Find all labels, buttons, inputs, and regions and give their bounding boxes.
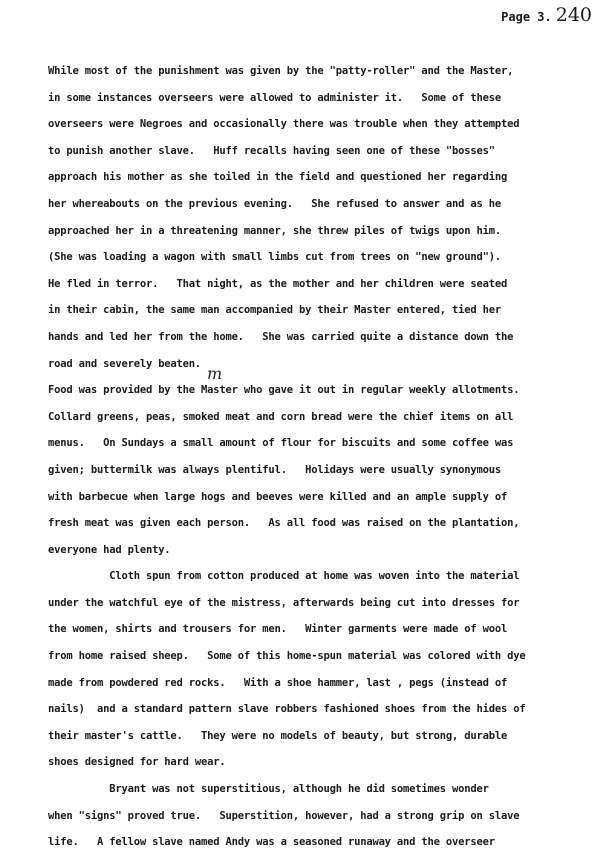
text-line: approach his mother as she toiled in the field and questioned her regarding — [48, 171, 508, 184]
handwritten-correction: m — [207, 364, 223, 383]
text-line: (She was loading a wagon with small limbs cut from trees on "new ground"). — [48, 251, 501, 264]
text-line: from home raised sheep. Some of this home-spun material was colored with dye — [48, 650, 526, 663]
text-line: their master's cattle. They were no models of beauty, but strong, durable — [48, 729, 508, 742]
text-line: approached her in a threatening manner, she threw piles of twigs upon him. — [48, 224, 501, 237]
text-line: fresh meat was given each person. As all food was raised on the plantation, — [48, 517, 520, 530]
handwritten-page-number: 240 — [555, 4, 592, 26]
text-line: in their cabin, the same man accompanied by their Master entered, tied her — [48, 304, 501, 317]
text-line: shoes designed for hard wear. — [48, 756, 226, 769]
text-line: nails) and a standard pattern slave robbers fashioned shoes from the hides of — [48, 703, 526, 716]
text-line: made from powdered red rocks. With a shoe hammer, last , pegs (instead of — [48, 676, 508, 689]
text-line: Cloth spun from cotton produced at home was woven into the material — [48, 570, 520, 583]
text-line: Collard greens, peas, smoked meat and corn bread were the chief items on all — [48, 410, 514, 423]
text-line: with barbecue when large hogs and beeves were killed and an ample supply of — [48, 490, 508, 503]
text-line: overseers were Negroes and occasionally there was trouble when they attempted — [48, 118, 520, 131]
text-line: the women, shirts and trousers for men. Winter garments were made of wool — [48, 623, 508, 636]
text-line: when "signs" proved true. Superstition, however, had a strong grip on slave — [48, 809, 520, 822]
page-header — [501, 4, 592, 26]
text-line: He fled in terror. That night, as the mother and her children were seated — [48, 277, 508, 290]
text-line: While most of the punishment was given by the "patty-roller" and the Master, — [48, 65, 514, 77]
text-line: Bryant was not superstitious, although he did sometimes wonder — [48, 783, 489, 796]
text-line: road and severely beaten. — [48, 357, 202, 370]
page-label: Page 3. — [501, 10, 552, 24]
text-line: life. A fellow slave named Andy was a seasoned runaway and the overseer — [48, 836, 495, 849]
text-line: menus. On Sundays a small amount of flour for biscuits and some coffee was — [48, 437, 514, 450]
text-line: Food was provided by the Master who gave it out in regular weekly allotments. — [48, 384, 520, 397]
text-line: to punish another slave. Huff recalls having seen one of these "bosses" — [48, 144, 495, 157]
text-line: in some instances overseers were allowed to administer it. Some of these — [48, 91, 501, 104]
text-line: her whereabouts on the previous evening. She refused to answer and as he — [48, 197, 501, 210]
text-line: under the watchful eye of the mistress, afterwards being cut into dresses for — [48, 596, 520, 609]
text-line: given; buttermilk was always plentiful. Holidays were usually synonymous — [48, 463, 501, 476]
body-text — [48, 63, 568, 861]
text-line: everyone had plenty. — [48, 543, 171, 556]
text-line: hands and led her from the home. She was carried quite a distance down the — [48, 330, 514, 343]
